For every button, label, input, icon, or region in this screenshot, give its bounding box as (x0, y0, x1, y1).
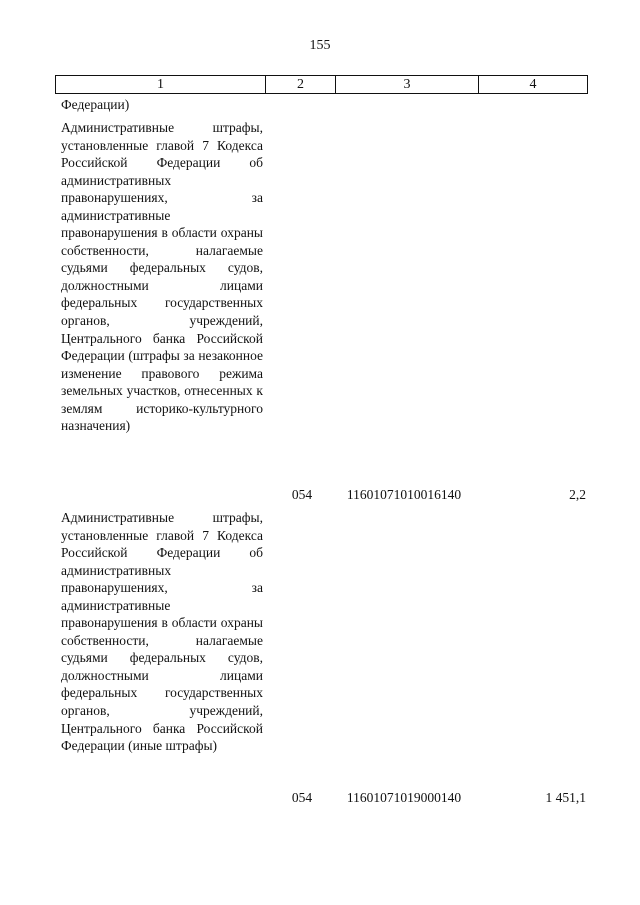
row-admin-code: 054 (291, 790, 313, 805)
row-kbk-code: 11601071019000140 (346, 790, 462, 805)
column-header-4: 4 (479, 76, 588, 94)
column-header-table (55, 75, 588, 94)
row-admin-code: 054 (291, 487, 313, 502)
column-header-1: 1 (56, 76, 266, 94)
row-kbk-code: 11601071010016140 (346, 487, 462, 502)
row-description: Административные штрафы, установленные главой 7 Кодекса Российской Федерации об административных правонарушениях, за административные правонарушения в области охраны собственности, налагаемые судьями федеральных судов, должностными лицами федеральных государственных органов, учреждений, Центрального банка Российской Федерации (иные штрафы) (61, 510, 263, 754)
column-header-2: 2 (266, 76, 336, 94)
column-header-row (56, 76, 588, 94)
continued-text: Федерации) (61, 97, 130, 112)
row-amount: 2,2 (569, 487, 586, 502)
row-amount: 1 451,1 (545, 790, 586, 805)
column-header-3: 3 (336, 76, 479, 94)
page-number: 155 (309, 38, 331, 53)
row-description: Административные штрафы, установленные главой 7 Кодекса Российской Федерации об административных правонарушениях, за административные правонарушения в области охраны собственности, налагаемые судьями федеральных судов, должностными лицами федеральных государственных органов, учреждений, Центрального банка Российской Федерации (штрафы за незаконное изменение правового режима земельных участков, отнесенных к землям историко-культурного назначения) (61, 120, 263, 434)
